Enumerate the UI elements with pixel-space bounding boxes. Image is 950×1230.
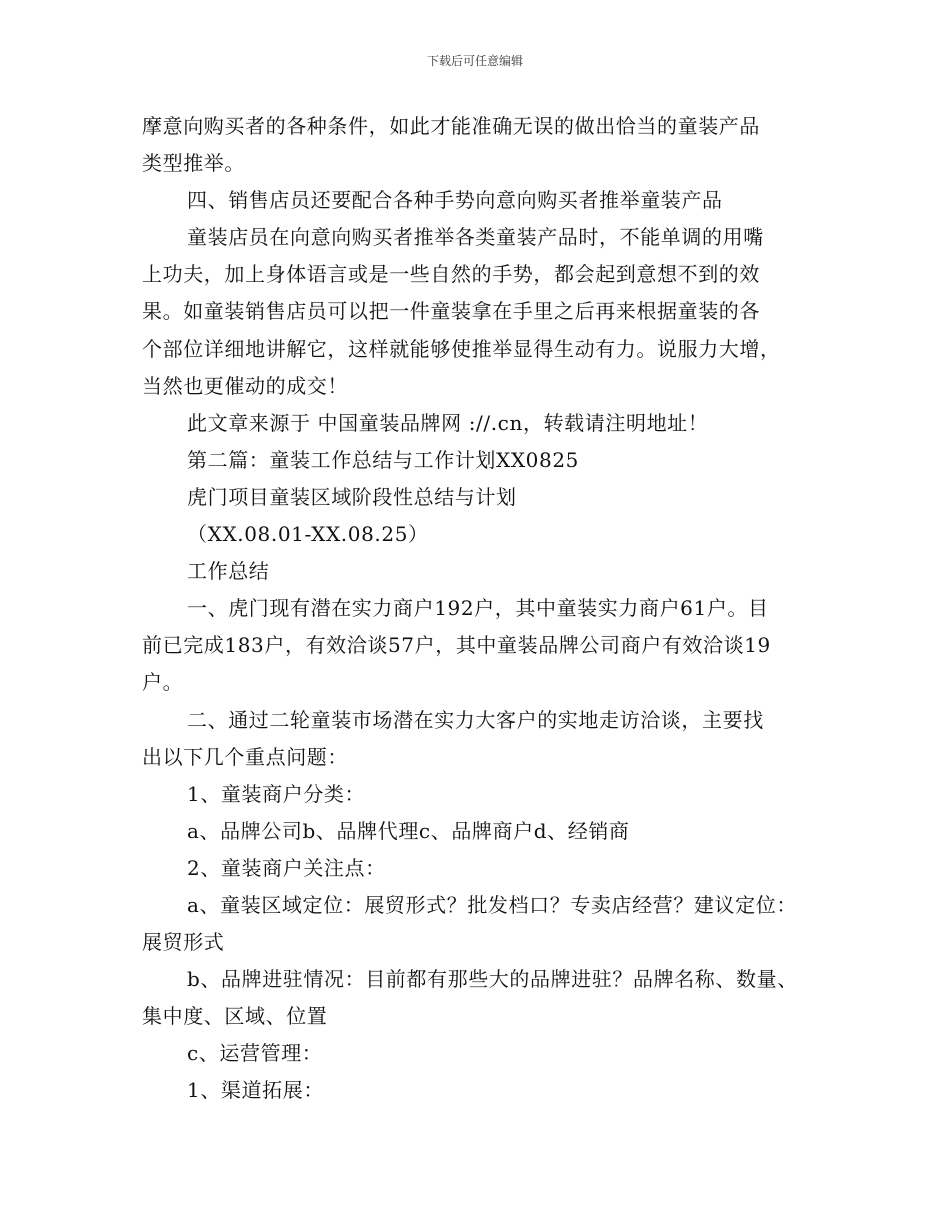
text-line: 童装店员在向意向购买者推举各类童装产品时，不能单调的用嘴 [187,225,764,250]
text-line: 集中度、区域、位置 [142,1004,328,1029]
text-line: 四、销售店员还要配合各种手势向意向购买者推举童装产品 [187,188,723,213]
subsection-heading: 工作总结 [187,559,270,584]
list-item: 1、童装商户分类： [187,781,366,806]
report-title: 虎门项目童装区域阶段性总结与计划 [187,484,517,509]
list-item: a、品牌公司b、品牌代理c、品牌商户d、经销商 [187,818,630,843]
text-line: 类型推举。 [142,151,245,176]
text-line: 出以下几个重点问题： [142,744,348,769]
list-item: b、品牌进驻情况：目前都有那些大的品牌进驻？品牌名称、数量、 [187,967,798,992]
date-range: （XX.08.01-XX.08.25） [187,522,429,547]
text-line: 果。如童装销售店员可以把一件童装拿在手里之后再来根据童装的各 [142,299,760,324]
text-line: 摩意向购买者的各种条件，如此才能准确无误的做出恰当的童装产品 [142,114,760,138]
text-line: 个部位详细地讲解它，这样就能够使推举显得生动有力。说服力大增， [142,336,781,361]
text-line: 上功夫，加上身体语言或是一些自然的手势，都会起到意想不到的效 [142,262,760,287]
text-line: 户。 [142,670,184,695]
text-line: 一、虎门现有潜在实力商户192户，其中童装实力商户61户。目 [187,596,769,621]
text-line: 当然也更催动的成交！ [142,373,348,398]
list-item: 1、渠道拓展： [187,1078,324,1103]
text-line: 前已完成183户，有效洽谈57户，其中童装品牌公司商户有效洽谈19 [142,633,771,658]
source-note: 此文章来源于 中国童装品牌网 ://.cn，转载请注明地址！ [187,410,709,435]
text-line: 二、通过二轮童装市场潜在实力大客户的实地走访洽谈，主要找 [187,707,764,732]
list-item: 2、童装商户关注点： [187,855,386,880]
list-item: c、运营管理： [187,1041,323,1066]
page-header: 下载后可任意编辑 [426,54,523,68]
list-item: a、童装区域定位：展贸形式？批发档口？专卖店经营？建议定位： [187,892,797,917]
section-title: 第二篇：童装工作总结与工作计划XX0825 [187,447,579,472]
text-line: 展贸形式 [142,930,225,955]
document-body [142,108,832,1110]
